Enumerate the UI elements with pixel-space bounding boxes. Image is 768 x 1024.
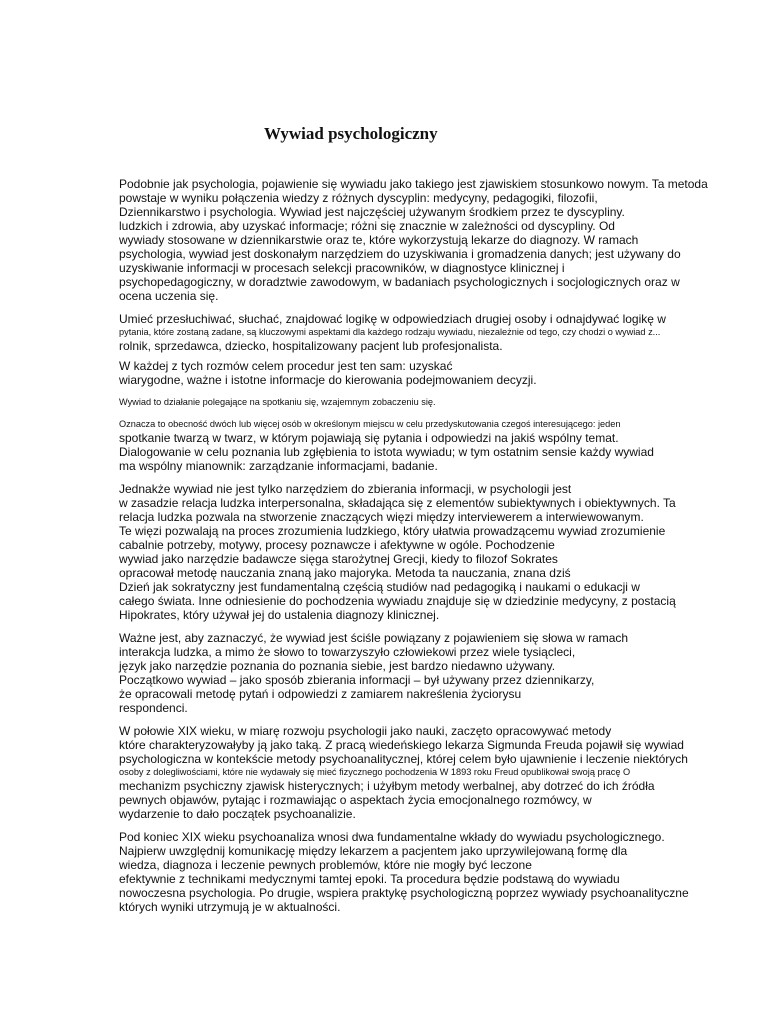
- text-line: mechanizm psychiczny zjawisk histerycznych; i użyłbym metody werbalnej, aby dotrzeć do ich źródła: [119, 779, 655, 793]
- text-line: opracował metodę nauczania znaną jako majoryka. Metoda ta nauczania, znana dziś: [119, 566, 571, 580]
- text-line: wiarygodne, ważne i istotne informacje do kierowania podejmowaniem decyzji.: [119, 373, 537, 387]
- text-line: rolnik, sprzedawca, dziecko, hospitalizowany pacjent lub profesjonalista.: [119, 339, 503, 353]
- text-line: ludzkich i zdrowia, aby uzyskać informacje; różni się znacznie w zależności od dyscypliny. Od: [119, 219, 615, 233]
- document-body: [119, 177, 719, 923]
- text-line: wydarzenie to dało początek psychoanalizie.: [119, 807, 356, 821]
- paragraph: [119, 312, 719, 353]
- text-line: Te więzi pozwalają na proces zrozumienia ludzkiego, który ułatwia prowadzącemu wywiad zrozumienie: [119, 524, 666, 538]
- text-line: Umieć przesłuchiwać, słuchać, znajdować logikę w odpowiedziach drugiej osoby i odnajdywać logikę w: [119, 312, 666, 326]
- text-line: Hipokrates, który używał jej do ustalenia diagnozy klinicznej.: [119, 608, 440, 622]
- text-line: relacja ludzka pozwala na stworzenie znaczących więzi między interviewerem a interwiewowanym.: [119, 510, 644, 524]
- text-line: efektywnie z technikami medycznymi tamtej epoki. Ta procedura będzie podstawą do wywiadu: [119, 872, 620, 886]
- paragraph: [119, 482, 719, 622]
- text-line: Najpierw uwzględnij komunikację między lekarzem a pacjentem jako uprzywilejowaną formę dla: [119, 844, 628, 858]
- text-line: których wyniki utrzymują je w aktualności.: [119, 900, 341, 914]
- text-line: pewnych objawów, pytając i rozmawiając o aspektach życia emocjonalnego rozmówcy, w: [119, 793, 592, 807]
- text-line: ocena uczenia się.: [119, 289, 219, 303]
- text-line: język jako narzędzie poznania do poznania siebie, jest bardzo niedawno używany.: [119, 659, 556, 673]
- text-line: że opracowali metodę pytań i odpowiedzi z zamiarem nakreślenia życiorysu: [119, 687, 522, 701]
- text-line: Pod koniec XIX wieku psychoanaliza wnosi dwa fundamentalne wkłady do wywiadu psychologicznego.: [119, 830, 665, 844]
- text-line: interakcja ludzka, a mimo że słowo to towarzyszyło człowiekowi przez wiele tysiącleci,: [119, 645, 576, 659]
- text-line: wiedza, diagnoza i leczenie pewnych problemów, które nie mogły być leczone: [119, 858, 532, 872]
- text-line: Wywiad to działanie polegające na spotkaniu się, wzajemnym zobaczeniu się.: [119, 397, 436, 407]
- text-line: ma wspólny mianownik: zarządzanie informacjami, badanie.: [119, 459, 438, 473]
- text-line: nowoczesna psychologia. Po drugie, wspiera praktykę psychologiczną poprzez wywiady psychoanalityczne: [119, 886, 689, 900]
- text-line: powstaje w wyniku połączenia wiedzy z różnych dyscyplin: medycyny, pedagogiki, filozofii,: [119, 191, 598, 205]
- text-line: spotkanie twarzą w twarz, w którym pojawiają się pytania i odpowiedzi na jakiś wspólny temat.: [119, 431, 619, 445]
- text-line: Dzień jak sokratyczny jest fundamentalną częścią studiów nad pedagogiką i naukami o edukacji w: [119, 580, 640, 594]
- text-line: wywiady stosowane w dziennikarstwie oraz te, które wykorzystują lekarze do diagnozy. W ramach: [119, 233, 639, 247]
- text-line: Podobnie jak psychologia, pojawienie się wywiadu jako takiego jest zjawiskiem stosunkowo nowym. Ta metoda: [119, 177, 708, 191]
- paragraph: [119, 359, 719, 387]
- text-line: w zasadzie relacja ludzka interpersonalna, składająca się z elementów subiektywnych i obiektywnych. Ta: [119, 496, 676, 510]
- paragraph: [119, 830, 719, 914]
- text-line: uzyskiwanie informacji w procesach selekcji pracowników, w diagnostyce klinicznej i: [119, 261, 565, 275]
- paragraph: [119, 418, 719, 473]
- document-title: Wywiad psychologiczny: [264, 124, 438, 143]
- text-line: Ważne jest, aby zaznaczyć, że wywiad jest ściśle powiązany z pojawieniem się słowa w ramach: [119, 631, 629, 645]
- text-line: Dziennikarstwo i psychologia. Wywiad jest najczęściej używanym środkiem przez te dyscypliny.: [119, 205, 625, 219]
- text-line: które charakteryzowałyby ją jako taką. Z pracą wiedeńskiego lekarza Sigmunda Freuda pojawił się wywiad: [119, 738, 684, 752]
- text-line: osoby z dolegliwościami, które nie wydawały się mieć fizycznego pochodzenia W 1893 roku Freud opublikował swoją pracę O: [119, 767, 631, 777]
- text-line: psychopedagogiczny, w doradztwie zawodowym, w badaniach psychologicznych i socjologicznych oraz w: [119, 275, 680, 289]
- text-line: cabalnie potrzeby, motywy, procesy poznawcze i afektywne w ogóle. Pochodzenie: [119, 538, 555, 552]
- text-line: W każdej z tych rozmów celem procedur jest ten sam: uzyskać: [119, 359, 453, 373]
- paragraph: [119, 177, 719, 303]
- text-line: Oznacza to obecność dwóch lub więcej osób w określonym miejscu w celu przedyskutowania czegoś interesującego: jeden: [119, 419, 621, 429]
- text-line: psychologia, wywiad jest doskonałym narzędziem do uzyskiwania i gromadzenia danych; jest używany do: [119, 247, 681, 261]
- text-line: Dialogowanie w celu poznania lub zgłębienia to istota wywiadu; w tym ostatnim sensie każdy wywiad: [119, 445, 654, 459]
- paragraph: [119, 396, 719, 409]
- text-line: wywiad jako narzędzie badawcze sięga starożytnej Grecji, kiedy to filozof Sokrates: [119, 552, 558, 566]
- paragraph: [119, 631, 719, 715]
- text-line: Jednakże wywiad nie jest tylko narzędziem do zbierania informacji, w psychologii jest: [119, 482, 572, 496]
- text-line: psychologiczna w kontekście metody psychoanalitycznej, której celem było ujawnienie i leczenie niektórych: [119, 752, 688, 766]
- text-line: całego świata. Inne odniesienie do pochodzenia wywiadu znajduje się w dziedzinie medycyny, z postacią: [119, 594, 676, 608]
- paragraph: [119, 724, 719, 821]
- text-line: respondenci.: [119, 701, 188, 715]
- text-line: pytania, które zostaną zadane, są kluczowymi aspektami dla każdego rodzaju wywiadu, niezależnie od tego, czy chodzi o wywiad z...: [119, 327, 661, 337]
- text-line: W połowie XIX wieku, w miarę rozwoju psychologii jako nauki, zaczęto opracowywać metody: [119, 724, 612, 738]
- text-line: Początkowo wywiad – jako sposób zbierania informacji – był używany przez dziennikarzy,: [119, 673, 595, 687]
